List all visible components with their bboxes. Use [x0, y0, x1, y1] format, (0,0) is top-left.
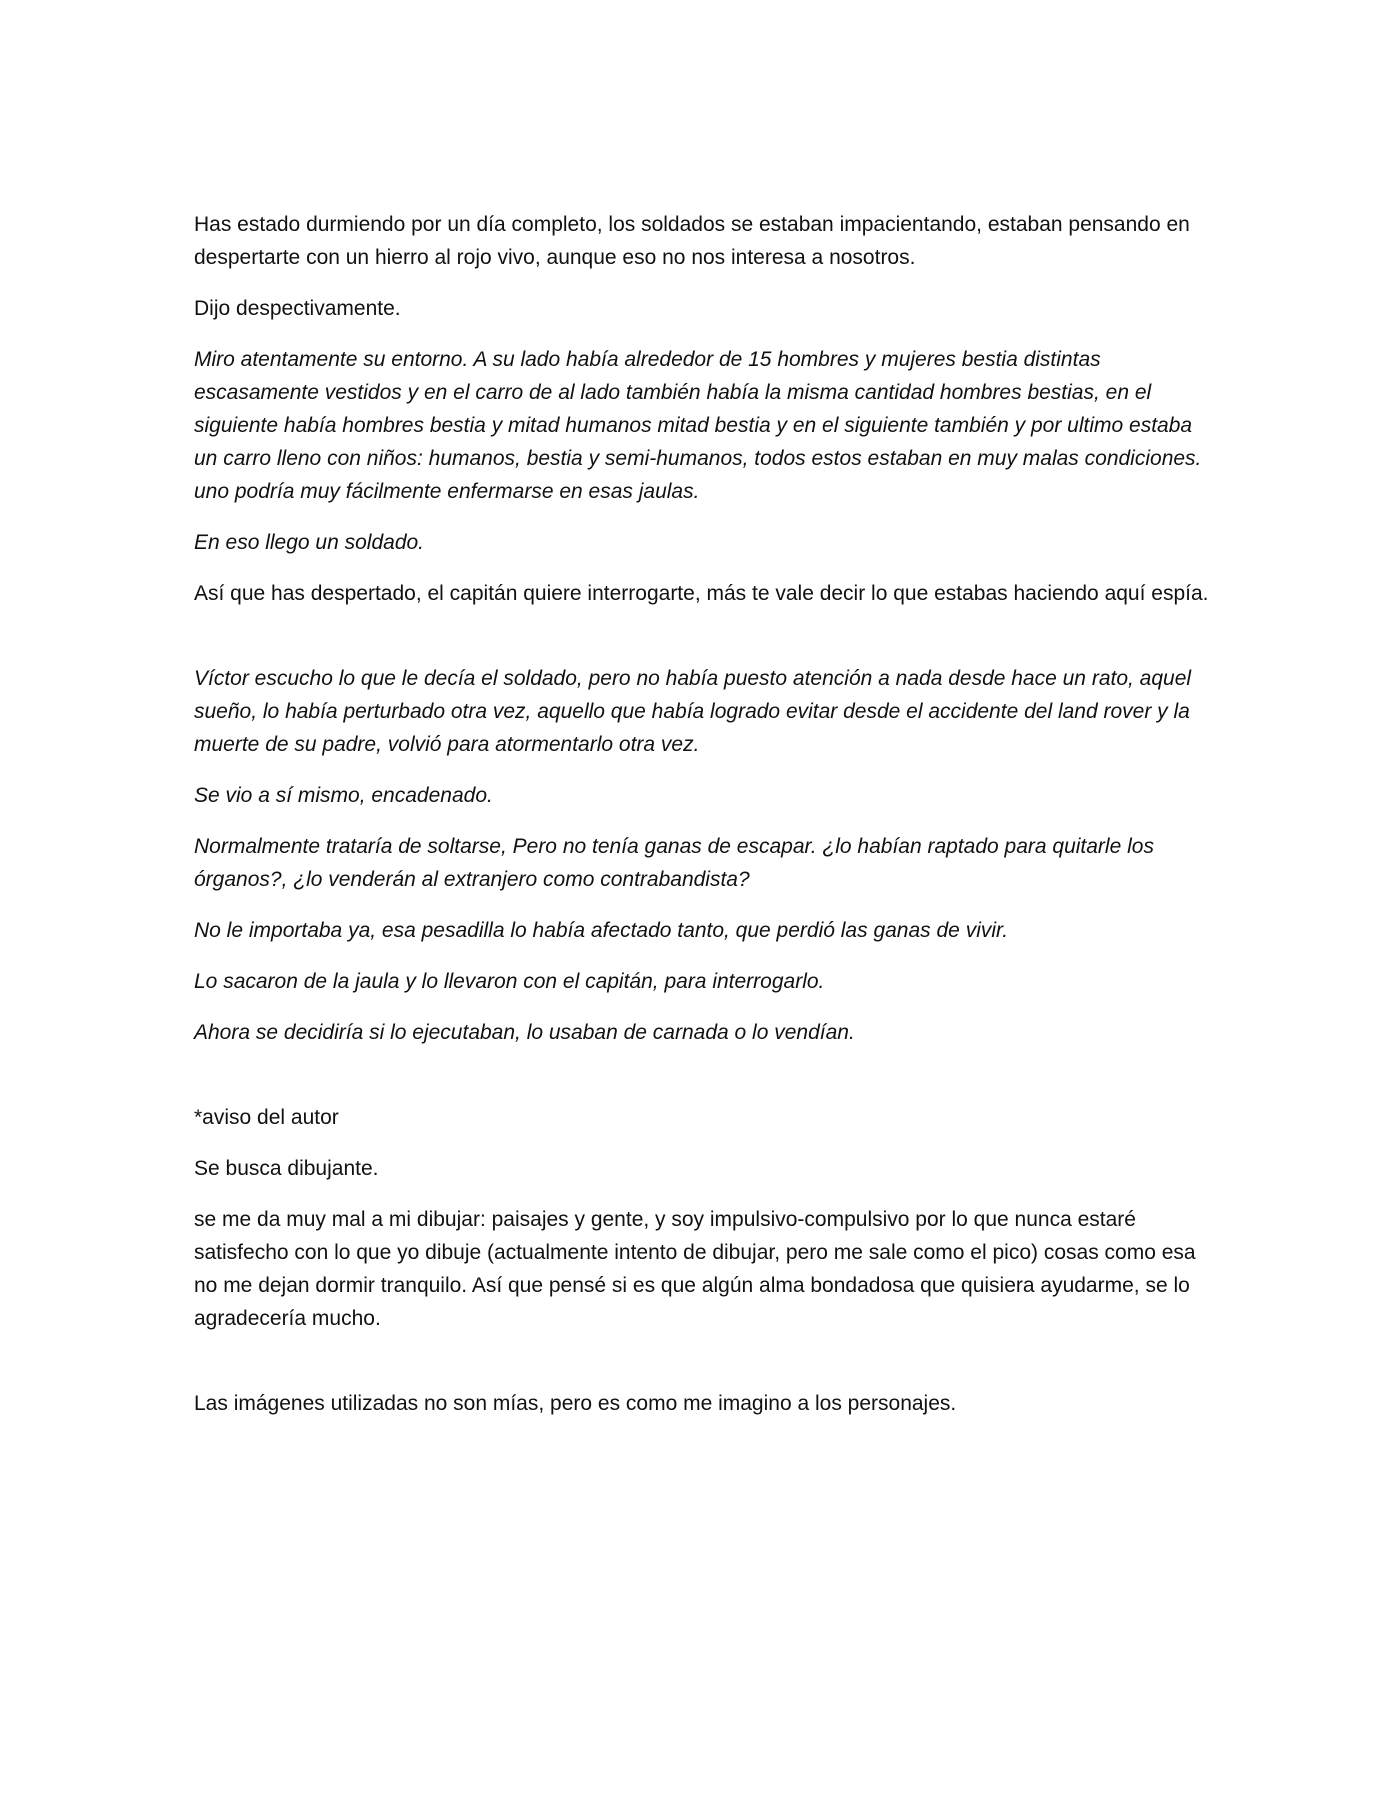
paragraph-narration-chained: Se vio a sí mismo, encadenado. [194, 784, 493, 807]
paragraph-narration-decision: Ahora se decidiría si lo ejecutaban, lo usaban de carnada o lo vendían. [194, 1021, 855, 1044]
paragraph-dialogue-1: Has estado durmiendo por un día completo, los soldados se estaban impacientando, estaban pensando en despertarte con un hierro al rojo vivo, aunque eso no nos interesa a nosotros. [194, 213, 1190, 269]
paragraph-narration-soldier-arrives: En eso llego un soldado. [194, 531, 425, 554]
paragraph-dialogue-soldier: Así que has despertado, el capitán quiere interrogarte, más te vale decir lo que estabas haciendo aquí espía. [194, 582, 1209, 605]
paragraph-narration-escape: Normalmente trataría de soltarse, Pero no tenía ganas de escapar. ¿lo habían raptado para quitarle los órganos?, ¿lo venderán al extranjero como contrabandista? [194, 835, 1154, 891]
paragraph-images-disclaimer: Las imágenes utilizadas no son mías, pero es como me imagino a los personajes. [194, 1392, 957, 1415]
paragraph-narration-taken: Lo sacaron de la jaula y lo llevaron con el capitán, para interrogarlo. [194, 970, 825, 993]
paragraph-author-request: se me da muy mal a mi dibujar: paisajes y gente, y soy impulsivo-compulsivo por lo que nunca estaré satisfecho con lo que yo dibuje (actualmente intento de dibujar, pero me sale como el pico) cosas como esa no me dejan dormir tranquilo. Así que pensé si es que algún alma bondadosa que quisiera ayudarme, se lo agradecería mucho. [194, 1208, 1196, 1330]
paragraph-narration-victor: Víctor escucho lo que le decía el soldado, pero no había puesto atención a nada desde hace un rato, aquel sueño, lo había perturbado otra vez, aquello que había logrado evitar desde el accidente del land rover y la muerte de su padre, volvió para atormentarlo otra vez. [194, 667, 1192, 756]
paragraph-artist-wanted: Se busca dibujante. [194, 1157, 379, 1180]
paragraph-narration-nightmare: No le importaba ya, esa pesadilla lo había afectado tanto, que perdió las ganas de vivir. [194, 919, 1009, 942]
paragraph-dialogue-tag: Dijo despectivamente. [194, 297, 401, 320]
paragraph-author-notice: *aviso del autor [194, 1106, 339, 1129]
paragraph-narration-surroundings: Miro atentamente su entorno. A su lado había alrededor de 15 hombres y mujeres bestia distintas escasamente vestidos y en el carro de al lado también había la misma cantidad hombres bestias, en el siguiente había hombres bestia y mitad humanos mitad bestia y en el siguiente también y por ultimo estaba un carro lleno con niños: humanos, bestia y semi-humanos, todos estos estaban en muy malas condiciones. uno podría muy fácilmente enfermarse en esas jaulas. [194, 348, 1202, 503]
document-body [194, 208, 1214, 1438]
